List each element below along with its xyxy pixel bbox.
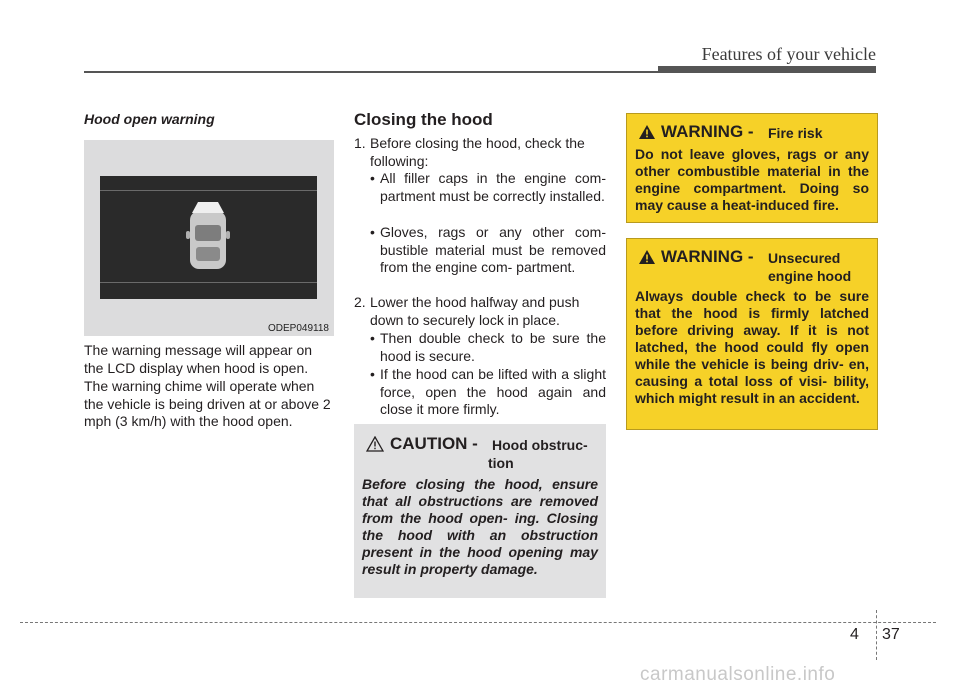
bullet-marker: • — [370, 366, 375, 382]
warning-hood-subtitle-continued: engine hood — [768, 268, 852, 284]
lcd-divider-top — [100, 190, 317, 191]
warning-fire-text: Do not leave gloves, rags or any other combustible material in the engine compartment. Doing so may cause a heat-induced fire. — [635, 146, 869, 213]
warning-triangle-icon — [638, 249, 656, 265]
step-number: 1. — [354, 135, 366, 151]
step-2 — [354, 294, 606, 329]
caution-subtitle: Hood obstruc- — [492, 437, 588, 453]
watermark: carmanualsonline.info — [640, 664, 836, 685]
bullet-text: Then double check to be sure the hood is secure. — [380, 330, 606, 364]
chapter-number: 4 — [850, 626, 859, 643]
bullet-marker: • — [370, 224, 375, 240]
caution-subtitle-continued: tion — [488, 455, 514, 471]
figure-code: ODEP049118 — [268, 323, 329, 334]
list-item — [370, 330, 606, 365]
step-text: Before closing the hood, check the following: — [370, 135, 585, 169]
list-item — [370, 170, 606, 205]
warning-fire-label: WARNING - — [661, 122, 754, 141]
page-number: 37 — [882, 626, 900, 643]
bullet-text: All filler caps in the engine com- partment must be correctly installed. — [380, 170, 606, 204]
bullet-marker: • — [370, 170, 375, 186]
bullet-text: If the hood can be lifted with a slight force, open the hood again and close it more firmly. — [380, 366, 606, 417]
caution-triangle-outline-icon — [366, 436, 384, 452]
hood-warning-paragraph-2: The warning chime will operate when the vehicle is being driven at or above 2 mph (3 km/h) with the hood open. — [84, 378, 331, 429]
step-number: 2. — [354, 294, 366, 310]
warning-triangle-icon — [638, 124, 656, 140]
step-text: Lower the hood halfway and push down to securely lock in place. — [370, 294, 580, 328]
caution-label: CAUTION - — [390, 434, 478, 453]
footer-rule — [20, 622, 936, 623]
step-1 — [354, 135, 606, 170]
warning-hood-text: Always double check to be sure that the hood is firmly latched before driving away. If it is not latched, the hood could fly open while the vehicle is being driv- en, causing a total loss of visi- bility, which might result in an accident. — [635, 288, 869, 406]
warning-hood-label: WARNING - — [661, 247, 754, 266]
lcd-divider-bottom — [100, 282, 317, 283]
section-title: Features of your vehicle — [701, 44, 876, 64]
list-item — [370, 366, 606, 419]
bullet-marker: • — [370, 330, 375, 346]
list-item — [370, 224, 606, 277]
warning-fire-subtitle: Fire risk — [768, 125, 823, 141]
caution-text: Before closing the hood, ensure that all obstructions are removed from the hood open- ing. Closing the hood with an obstruction present in the hood opening may result in property damage. — [362, 476, 598, 577]
hood-open-warning-heading: Hood open warning — [84, 111, 215, 127]
header-rule-accent — [658, 66, 876, 72]
bullet-text: Gloves, rags or any other com- bustible material must be removed from the engine com- partment. — [380, 224, 606, 275]
car-hood-open-icon — [184, 201, 232, 273]
closing-the-hood-heading: Closing the hood — [354, 110, 493, 129]
footer-divider — [876, 610, 877, 660]
warning-hood-subtitle: Unsecured — [768, 250, 841, 266]
hood-warning-paragraph-1: The warning message will appear on the LCD display when hood is open. — [84, 342, 313, 376]
